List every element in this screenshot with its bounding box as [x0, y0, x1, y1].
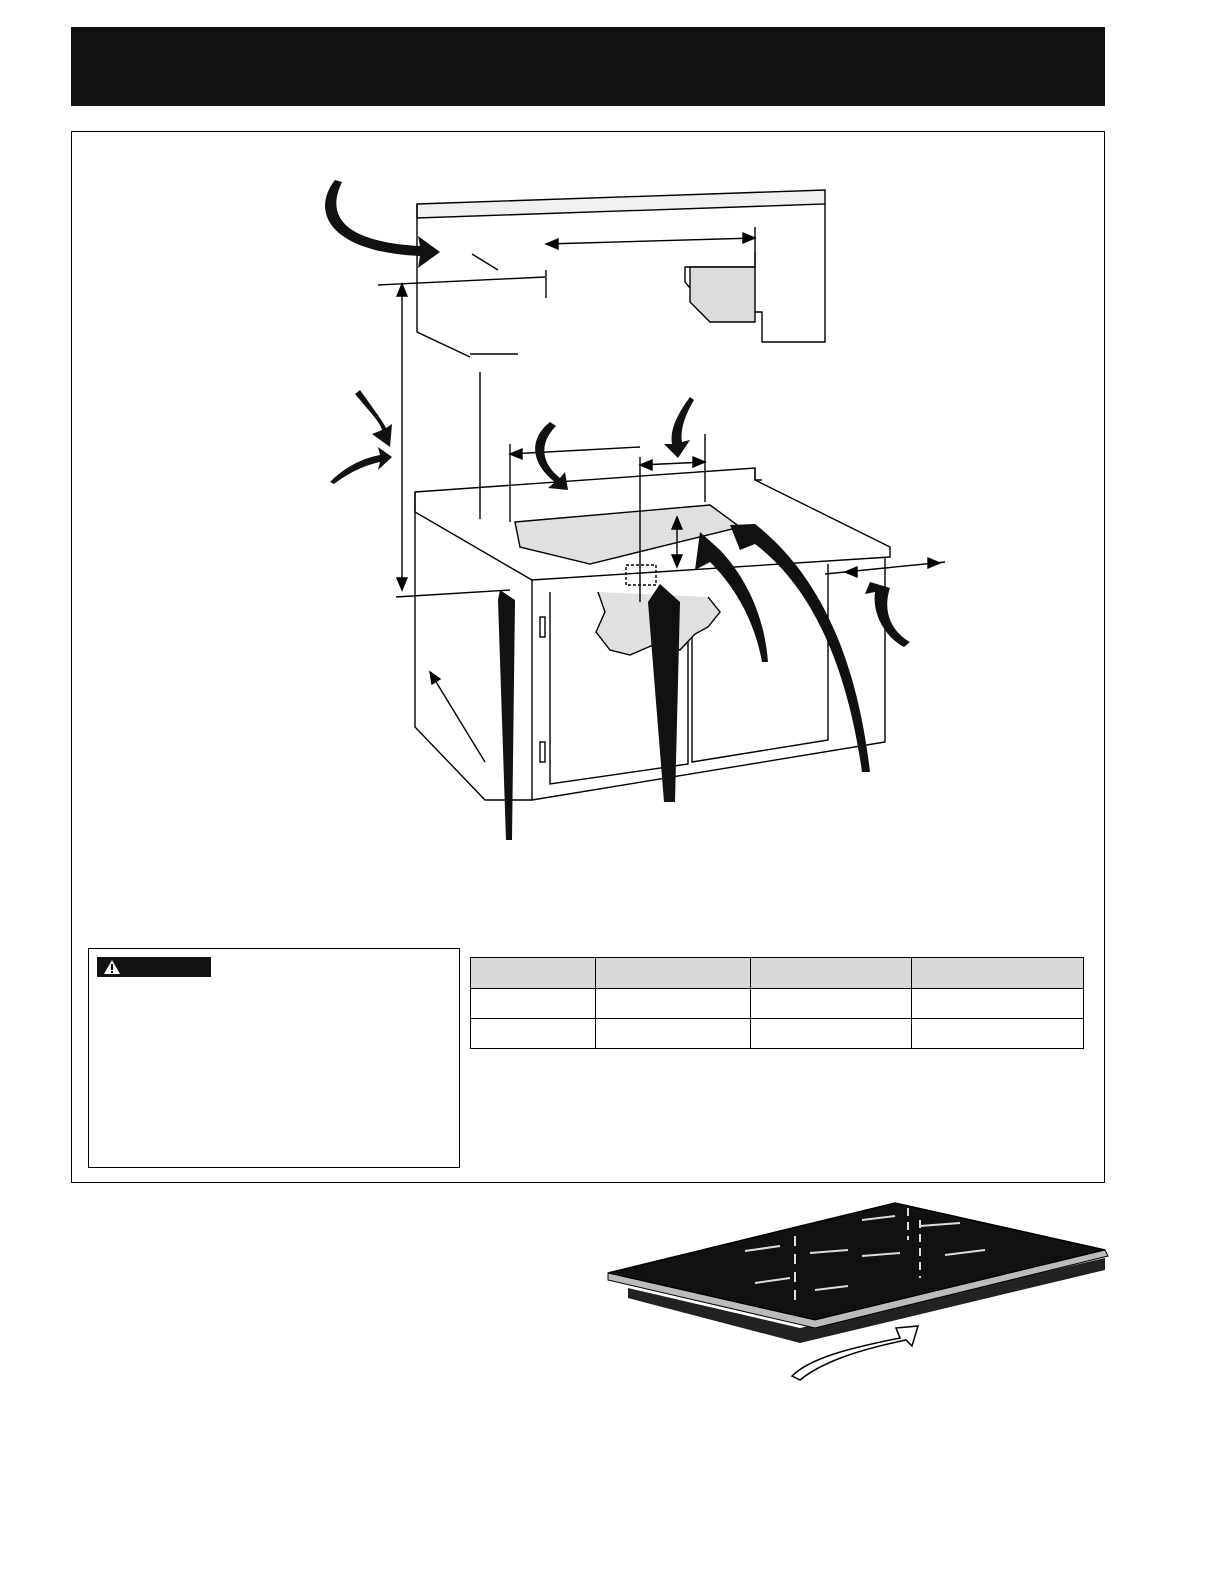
- table-header: [596, 958, 751, 989]
- table-cell: [471, 989, 596, 1019]
- table-cell: [596, 989, 751, 1019]
- header-bar: [71, 27, 1105, 106]
- warning-label: [97, 957, 211, 977]
- table-row: [471, 989, 1084, 1019]
- table-cell: [751, 989, 912, 1019]
- spec-table: [470, 957, 1084, 1049]
- table-row: [471, 1019, 1084, 1049]
- table-header-row: [471, 958, 1084, 989]
- table-header: [912, 958, 1084, 989]
- warning-box: [88, 948, 460, 1168]
- table-header: [751, 958, 912, 989]
- cooktop-illustration: [600, 1198, 1110, 1398]
- upper-cabinet-shade: [690, 267, 755, 322]
- table-header: [471, 958, 596, 989]
- cabinet-installation-diagram: [300, 172, 960, 852]
- table-cell: [471, 1019, 596, 1049]
- table-cell: [751, 1019, 912, 1049]
- table-cell: [912, 989, 1084, 1019]
- table-cell: [912, 1019, 1084, 1049]
- warning-triangle-icon: [103, 959, 121, 975]
- upper-cabinet-top: [417, 190, 825, 218]
- table-cell: [596, 1019, 751, 1049]
